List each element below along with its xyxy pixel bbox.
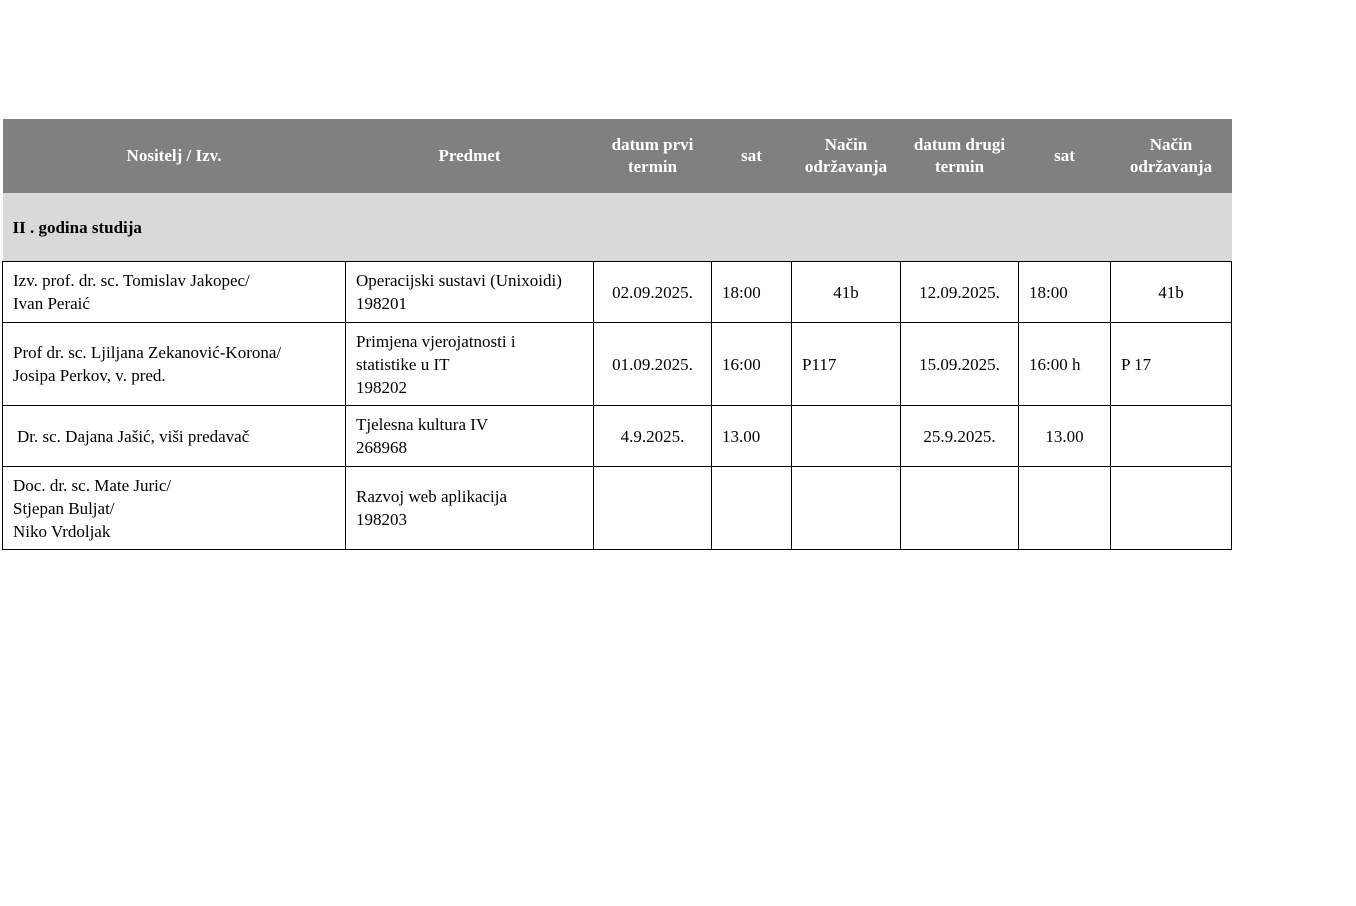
cell-nositelj: Dr. sc. Dajana Jašić, viši predavač: [3, 406, 346, 467]
cell-nacin-drugi: P 17: [1111, 323, 1232, 406]
header-predmet: Predmet: [346, 119, 594, 193]
table-row: [3, 406, 1232, 467]
table-row: [3, 323, 1232, 406]
cell-nacin-prvi: 41b: [792, 262, 901, 323]
header-nositelj: Nositelj / Izv.: [3, 119, 346, 193]
cell-nacin-drugi: [1111, 406, 1232, 467]
cell-nacin-prvi: P117: [792, 323, 901, 406]
section-title: II . godina studija: [3, 193, 1232, 262]
cell-predmet: Operacijski sustavi (Unixoidi) 198201: [346, 262, 594, 323]
header-nacin-drugi: Način održavanja: [1111, 119, 1232, 193]
cell-datum-drugi: 12.09.2025.: [901, 262, 1019, 323]
cell-sat-prvi: [712, 467, 792, 550]
cell-datum-prvi: 4.9.2025.: [594, 406, 712, 467]
header-datum-prvi-termin: datum prvi termin: [594, 119, 712, 193]
cell-sat-prvi: 13.00: [712, 406, 792, 467]
cell-datum-prvi: 01.09.2025.: [594, 323, 712, 406]
table-header-row: [3, 119, 1232, 193]
table-row: [3, 262, 1232, 323]
table-row: [3, 467, 1232, 550]
cell-sat-drugi: 13.00: [1019, 406, 1111, 467]
cell-nacin-drugi: 41b: [1111, 262, 1232, 323]
cell-sat-prvi: 16:00: [712, 323, 792, 406]
cell-nacin-prvi: [792, 406, 901, 467]
cell-nositelj: Izv. prof. dr. sc. Tomislav Jakopec/ Ivan Peraić: [3, 262, 346, 323]
cell-datum-drugi: 25.9.2025.: [901, 406, 1019, 467]
section-row: [3, 193, 1232, 262]
header-nacin-prvi: Način održavanja: [792, 119, 901, 193]
cell-datum-drugi: 15.09.2025.: [901, 323, 1019, 406]
cell-sat-drugi: [1019, 467, 1111, 550]
cell-predmet: Primjena vjerojatnosti i statistike u IT 198202: [346, 323, 594, 406]
cell-datum-prvi: [594, 467, 712, 550]
exam-schedule-table: [2, 119, 1232, 550]
cell-datum-drugi: [901, 467, 1019, 550]
cell-nacin-prvi: [792, 467, 901, 550]
cell-datum-prvi: 02.09.2025.: [594, 262, 712, 323]
cell-predmet: Razvoj web aplikacija 198203: [346, 467, 594, 550]
cell-sat-prvi: 18:00: [712, 262, 792, 323]
cell-nositelj: Prof dr. sc. Ljiljana Zekanović-Korona/ Josipa Perkov, v. pred.: [3, 323, 346, 406]
cell-sat-drugi: 18:00: [1019, 262, 1111, 323]
cell-nacin-drugi: [1111, 467, 1232, 550]
cell-nositelj: Doc. dr. sc. Mate Juric/ Stjepan Buljat/ Niko Vrdoljak: [3, 467, 346, 550]
cell-predmet: Tjelesna kultura IV 268968: [346, 406, 594, 467]
header-datum-drugi-termin: datum drugi termin: [901, 119, 1019, 193]
cell-sat-drugi: 16:00 h: [1019, 323, 1111, 406]
header-sat-prvi: sat: [712, 119, 792, 193]
header-sat-drugi: sat: [1019, 119, 1111, 193]
